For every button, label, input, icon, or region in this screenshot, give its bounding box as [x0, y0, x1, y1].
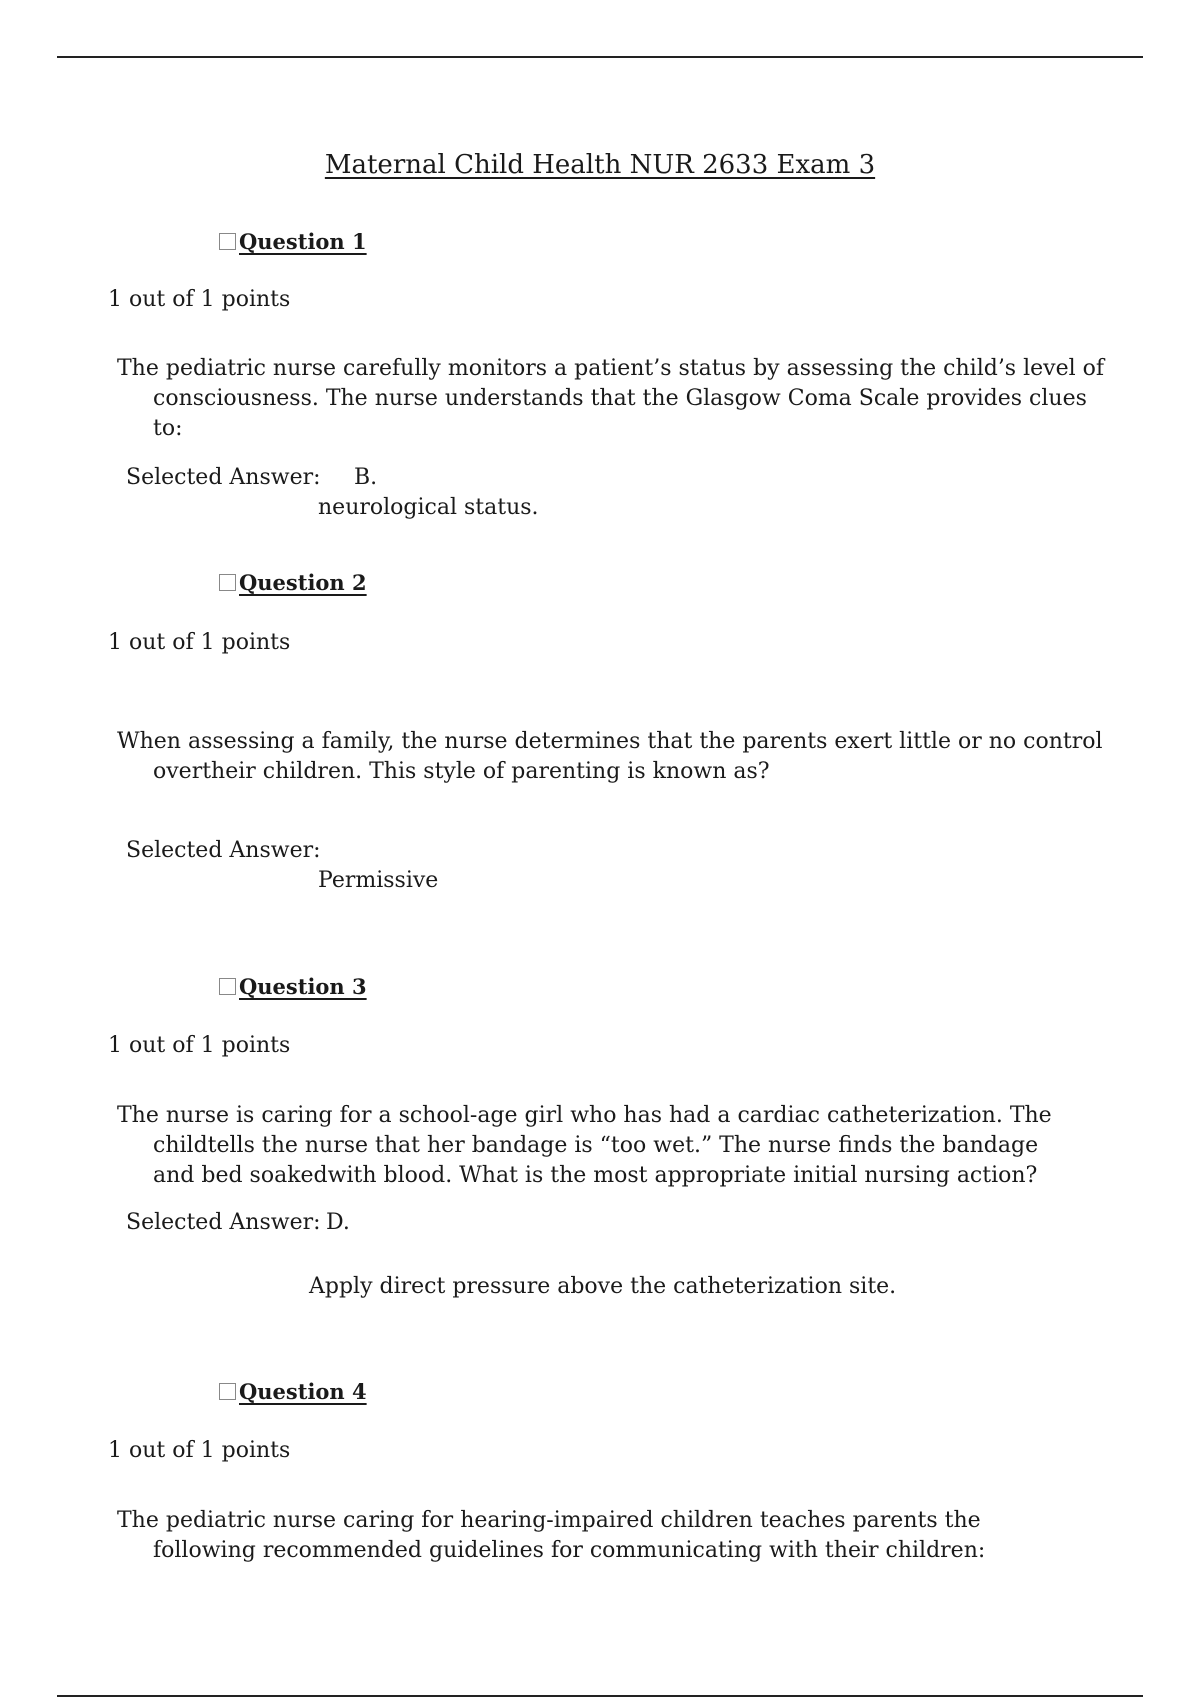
question-3-text: The nurse is caring for a school-age girl who has had a cardiac catheterization. The childtells the nurse that her bandage is “too wet.” The nurse finds the bandage and bed soakedwith blood. What is the most appropriate initial nursing action? — [117, 1103, 1052, 1188]
question-1-answer-letter: B. — [354, 465, 378, 490]
question-2-text: When assessing a family, the nurse determines that the parents exert little or no control overtheir children. This style of parenting is known as? — [117, 729, 1103, 784]
question-4-points: 1 out of 1 points — [108, 1438, 291, 1463]
question-2-answer-text: Permissive — [318, 868, 439, 893]
question-4-label: Question 4 — [239, 1379, 367, 1404]
question-2-points: 1 out of 1 points — [108, 630, 291, 655]
question-4-text: The pediatric nurse caring for hearing-impaired children teaches parents the following recommended guidelines for communicating with their children: — [117, 1508, 986, 1563]
question-1-selected-label: Selected Answer: — [126, 465, 321, 490]
top-rule — [57, 56, 1143, 58]
question-3-label: Question 3 — [239, 974, 367, 999]
question-1-points: 1 out of 1 points — [108, 287, 291, 312]
question-2-label: Question 2 — [239, 570, 367, 595]
checkbox-icon — [219, 1383, 236, 1400]
question-1-label: Question 1 — [239, 229, 367, 254]
checkbox-icon — [219, 574, 236, 591]
bottom-rule — [57, 1695, 1143, 1697]
checkbox-icon — [219, 978, 236, 995]
question-3-points: 1 out of 1 points — [108, 1033, 291, 1058]
question-3-answer-letter: D. — [326, 1210, 350, 1235]
question-3-selected-label: Selected Answer: — [126, 1210, 321, 1235]
question-4-heading — [219, 1379, 367, 1404]
question-2-heading — [219, 570, 367, 595]
checkbox-icon — [219, 233, 236, 250]
question-1-heading — [219, 229, 367, 254]
question-1-text: The pediatric nurse carefully monitors a patient’s status by assessing the child’s level of consciousness. The nurse understands that the Glasgow Coma Scale provides clues to: — [117, 356, 1105, 441]
page-title: Maternal Child Health NUR 2633 Exam 3 — [324, 150, 876, 180]
question-1-answer-text: neurological status. — [318, 495, 539, 520]
question-2-selected-label: Selected Answer: — [126, 838, 321, 863]
question-3-answer-text: Apply direct pressure above the catheterization site. — [309, 1274, 897, 1299]
question-3-heading — [219, 974, 367, 999]
